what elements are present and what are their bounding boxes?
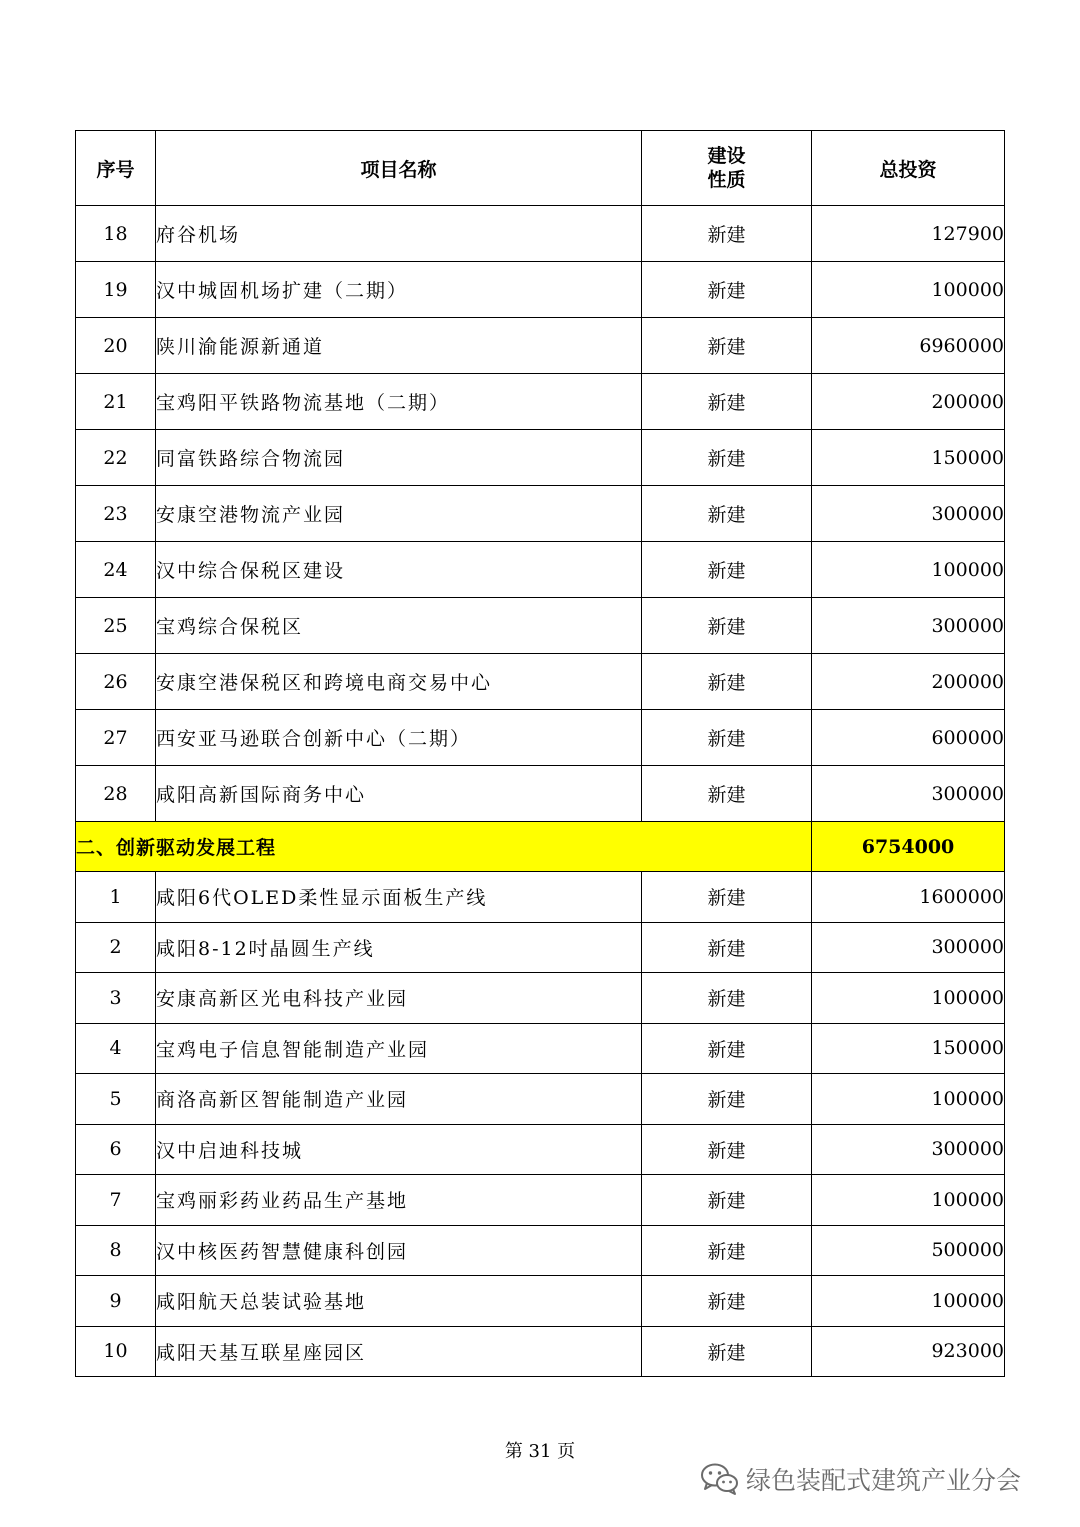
construction-type: 新建 [642, 374, 812, 430]
construction-type: 新建 [642, 1074, 812, 1125]
construction-type: 新建 [642, 872, 812, 923]
project-name: 宝鸡丽彩药业药品生产基地 [156, 1175, 642, 1226]
total-investment: 300000 [812, 766, 1005, 822]
row-number: 24 [76, 542, 156, 598]
total-investment: 200000 [812, 374, 1005, 430]
row-number: 6 [76, 1124, 156, 1175]
row-number: 2 [76, 922, 156, 973]
row-number: 5 [76, 1074, 156, 1125]
table-row [76, 710, 1005, 766]
section-title: 二、创新驱动发展工程 [76, 822, 812, 872]
rows-part2 [76, 872, 1005, 1377]
construction-type: 新建 [642, 542, 812, 598]
section-row [76, 822, 1005, 872]
total-investment: 200000 [812, 654, 1005, 710]
total-investment: 100000 [812, 262, 1005, 318]
total-investment: 150000 [812, 1023, 1005, 1074]
table-row [76, 598, 1005, 654]
header-no: 序号 [76, 131, 156, 206]
total-investment: 100000 [812, 1276, 1005, 1327]
table-row [76, 1074, 1005, 1125]
project-name: 宝鸡电子信息智能制造产业园 [156, 1023, 642, 1074]
row-number: 27 [76, 710, 156, 766]
project-name: 安康空港物流产业园 [156, 486, 642, 542]
construction-type: 新建 [642, 1326, 812, 1377]
project-name: 汉中综合保税区建设 [156, 542, 642, 598]
construction-type: 新建 [642, 262, 812, 318]
row-number: 23 [76, 486, 156, 542]
table-row [76, 872, 1005, 923]
row-number: 8 [76, 1225, 156, 1276]
total-investment: 300000 [812, 1124, 1005, 1175]
total-investment: 100000 [812, 1074, 1005, 1125]
row-number: 9 [76, 1276, 156, 1327]
project-name: 陕川渝能源新通道 [156, 318, 642, 374]
construction-type: 新建 [642, 430, 812, 486]
row-number: 25 [76, 598, 156, 654]
project-name: 咸阳航天总装试验基地 [156, 1276, 642, 1327]
total-investment: 923000 [812, 1326, 1005, 1377]
construction-type: 新建 [642, 1276, 812, 1327]
header-type-line1: 建设 [707, 145, 746, 167]
construction-type: 新建 [642, 206, 812, 262]
construction-type: 新建 [642, 1225, 812, 1276]
project-name: 咸阳8-12吋晶圆生产线 [156, 922, 642, 973]
construction-type: 新建 [642, 654, 812, 710]
row-number: 28 [76, 766, 156, 822]
header-type-line2: 性质 [707, 169, 746, 191]
row-number: 7 [76, 1175, 156, 1226]
project-name: 安康空港保税区和跨境电商交易中心 [156, 654, 642, 710]
table-row [76, 1175, 1005, 1226]
total-investment: 100000 [812, 973, 1005, 1024]
project-name: 汉中城固机场扩建（二期） [156, 262, 642, 318]
total-investment: 127900 [812, 206, 1005, 262]
table-row [76, 922, 1005, 973]
project-name: 宝鸡阳平铁路物流基地（二期） [156, 374, 642, 430]
total-investment: 100000 [812, 1175, 1005, 1226]
construction-type: 新建 [642, 1124, 812, 1175]
table-row [76, 430, 1005, 486]
total-investment: 100000 [812, 542, 1005, 598]
table-row [76, 1124, 1005, 1175]
table-row [76, 654, 1005, 710]
construction-type: 新建 [642, 598, 812, 654]
construction-type: 新建 [642, 973, 812, 1024]
table-row [76, 486, 1005, 542]
section-total: 6754000 [812, 822, 1005, 872]
table-row [76, 1326, 1005, 1377]
construction-type: 新建 [642, 710, 812, 766]
table-row [76, 374, 1005, 430]
project-name: 宝鸡综合保税区 [156, 598, 642, 654]
page-number: 第 31 页 [504, 1441, 576, 1462]
row-number: 18 [76, 206, 156, 262]
row-number: 10 [76, 1326, 156, 1377]
total-investment: 150000 [812, 430, 1005, 486]
row-number: 19 [76, 262, 156, 318]
table-row [76, 1023, 1005, 1074]
project-name: 安康高新区光电科技产业园 [156, 973, 642, 1024]
project-name: 西安亚马逊联合创新中心（二期） [156, 710, 642, 766]
project-name: 汉中启迪科技城 [156, 1124, 642, 1175]
table-row [76, 766, 1005, 822]
row-number: 26 [76, 654, 156, 710]
header-type [642, 131, 812, 206]
total-investment: 500000 [812, 1225, 1005, 1276]
project-name: 咸阳6代OLED柔性显示面板生产线 [156, 872, 642, 923]
construction-type: 新建 [642, 318, 812, 374]
rows-part1 [76, 206, 1005, 822]
table-row [76, 206, 1005, 262]
row-number: 4 [76, 1023, 156, 1074]
watermark [700, 1461, 1021, 1497]
total-investment: 6960000 [812, 318, 1005, 374]
header-name: 项目名称 [156, 131, 642, 206]
construction-type: 新建 [642, 766, 812, 822]
construction-type: 新建 [642, 1023, 812, 1074]
project-name: 同富铁路综合物流园 [156, 430, 642, 486]
total-investment: 600000 [812, 710, 1005, 766]
table-row [76, 1276, 1005, 1327]
row-number: 1 [76, 872, 156, 923]
total-investment: 300000 [812, 922, 1005, 973]
row-number: 3 [76, 973, 156, 1024]
table-header-row [76, 131, 1005, 206]
total-investment: 300000 [812, 486, 1005, 542]
table-row [76, 1225, 1005, 1276]
row-number: 20 [76, 318, 156, 374]
total-investment: 1600000 [812, 872, 1005, 923]
project-name: 商洛高新区智能制造产业园 [156, 1074, 642, 1125]
watermark-text: 绿色装配式建筑产业分会 [746, 1466, 1022, 1495]
project-name: 咸阳高新国际商务中心 [156, 766, 642, 822]
table-row [76, 542, 1005, 598]
table-row [76, 262, 1005, 318]
table-row [76, 318, 1005, 374]
construction-type: 新建 [642, 1175, 812, 1226]
total-investment: 300000 [812, 598, 1005, 654]
project-name: 汉中核医药智慧健康科创园 [156, 1225, 642, 1276]
row-number: 21 [76, 374, 156, 430]
table-row [76, 973, 1005, 1024]
project-name: 府谷机场 [156, 206, 642, 262]
construction-type: 新建 [642, 486, 812, 542]
header-investment: 总投资 [812, 131, 1005, 206]
construction-type: 新建 [642, 922, 812, 973]
project-name: 咸阳天基互联星座园区 [156, 1326, 642, 1377]
wechat-icon [700, 1462, 740, 1496]
project-table [75, 130, 1005, 1377]
row-number: 22 [76, 430, 156, 486]
